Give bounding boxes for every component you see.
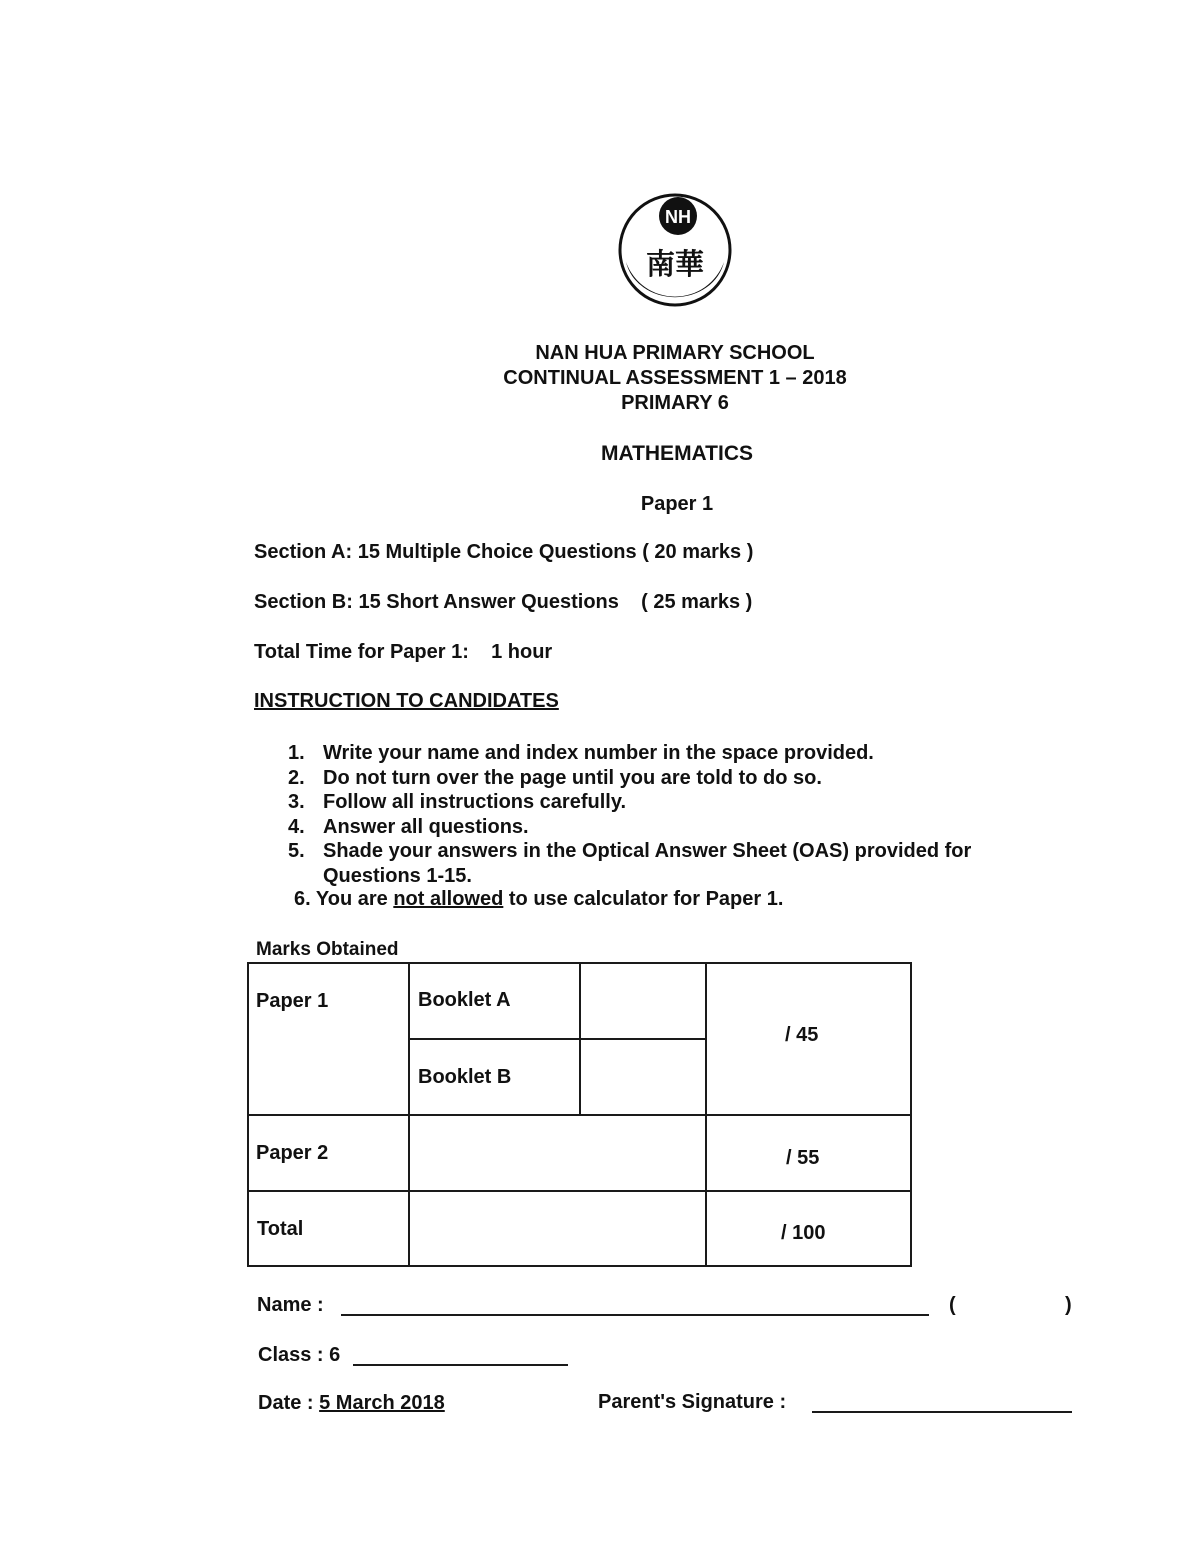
paper2-label: Paper 2 [256, 1142, 329, 1164]
paper1-max: / 45 [785, 1024, 819, 1046]
date-label: Date : [258, 1392, 320, 1414]
instruction-item: 5. Shade your answers in the Optical Answer Sheet (OAS) provided for Questions 1-15. [288, 840, 972, 887]
school-logo [612, 192, 738, 308]
not-allowed-emphasis: not allowed [393, 888, 504, 910]
school-name: NAN HUA PRIMARY SCHOOL [535, 342, 815, 364]
section-a-info: Section A: 15 Multiple Choice Questions ( 20 marks ) [254, 541, 754, 563]
level: PRIMARY 6 [621, 392, 729, 414]
subject-title: MATHEMATICS [600, 442, 754, 465]
name-field[interactable] [341, 1314, 929, 1316]
paper1-label: Paper 1 [256, 990, 329, 1012]
signature-label: Parent's Signature : [598, 1391, 787, 1413]
header-block [420, 341, 930, 416]
signature-field[interactable] [812, 1411, 1072, 1413]
instruction-item: 1. Write your name and index number in the space provided. [288, 742, 874, 764]
instructions-list [288, 741, 1048, 888]
instruction-item: 4. Answer all questions. [288, 815, 529, 838]
name-label: Name : [257, 1294, 324, 1316]
logo-emblem-text: NH [665, 207, 691, 227]
booklet-b-label: Booklet B [418, 1066, 512, 1088]
paper-title: Paper 1 [640, 493, 714, 515]
instruction-item-6: 6. You are not allowed to use calculator for Paper 1. [294, 888, 784, 910]
index-close-paren: ) [1065, 1294, 1072, 1316]
paper2-max: / 55 [786, 1147, 820, 1169]
section-b-info: Section B: 15 Short Answer Questions ( 25 marks ) [254, 591, 753, 613]
total-label: Total [257, 1218, 304, 1240]
instruction-item: 3. Follow all instructions carefully. [288, 791, 627, 813]
instruction-item: 2. Do not turn over the page until you are told to do so. [288, 766, 822, 789]
class-field[interactable] [353, 1364, 568, 1366]
index-open-paren: ( [949, 1294, 956, 1316]
assessment-title: CONTINUAL ASSESSMENT 1 – 2018 [503, 367, 847, 389]
total-time: Total Time for Paper 1: 1 hour [254, 641, 553, 663]
booklet-a-label: Booklet A [418, 989, 511, 1011]
total-max: / 100 [781, 1222, 826, 1244]
marks-obtained-label: Marks Obtained [256, 939, 399, 960]
class-label: Class : 6 [258, 1344, 341, 1366]
date-line [258, 1392, 445, 1415]
logo-chinese-name: 南華 [645, 247, 705, 281]
date-value: 5 March 2018 [319, 1392, 445, 1414]
instructions-title: INSTRUCTION TO CANDIDATES [254, 690, 559, 712]
